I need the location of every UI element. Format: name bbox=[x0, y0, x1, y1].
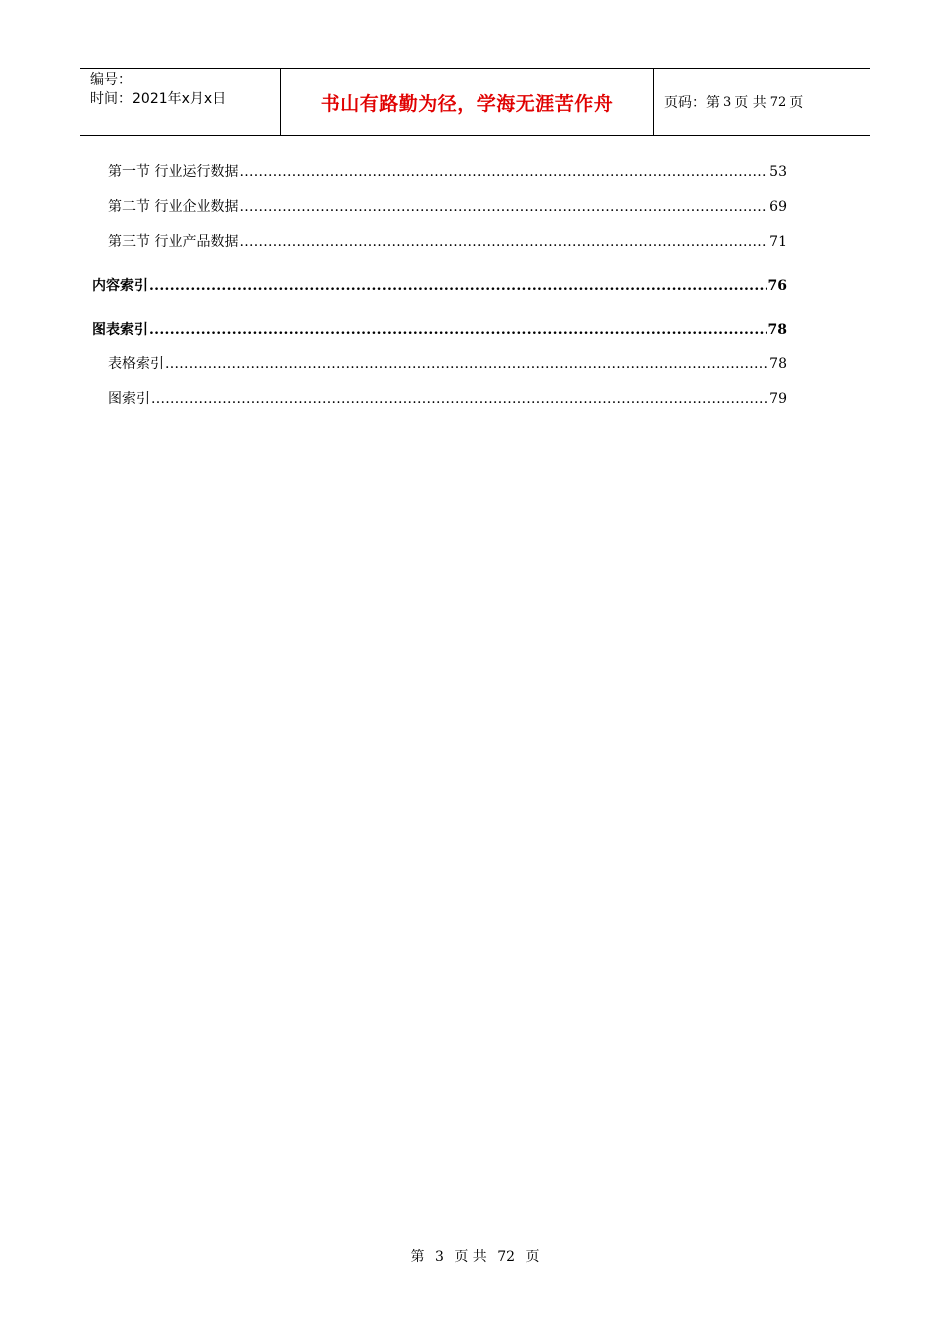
document-number-label: 编号： bbox=[90, 72, 132, 88]
toc-entry-title: 第三节 行业产品数据 bbox=[108, 234, 239, 250]
toc-entry-title: 图表索引 bbox=[92, 322, 148, 338]
footer-page-total: 72 bbox=[497, 1249, 516, 1265]
header-page-total: 72 bbox=[769, 94, 787, 110]
header-meta-cell bbox=[80, 69, 281, 135]
toc-entry[interactable] bbox=[108, 385, 787, 409]
toc-entry-title: 第二节 行业企业数据 bbox=[108, 199, 239, 215]
toc-entry-page: 78 bbox=[769, 356, 787, 372]
toc-dot-leader bbox=[149, 276, 767, 296]
footer-page-current: 3 bbox=[434, 1249, 444, 1265]
header-motto: 书山有路勤为径，学海无涯苦作舟 bbox=[320, 92, 614, 115]
toc-entry[interactable] bbox=[108, 350, 787, 374]
header-page-mid: 页 共 bbox=[734, 95, 767, 111]
document-date-label: 时间：2021年x月x日 bbox=[90, 91, 227, 107]
toc-dot-leader bbox=[151, 389, 768, 409]
toc-dot-leader bbox=[149, 320, 767, 340]
header-page-current: 3 bbox=[723, 94, 732, 110]
header-page-label: 页码：第 bbox=[664, 95, 720, 111]
toc-entry-page: 76 bbox=[767, 278, 787, 294]
footer-prefix: 第 bbox=[410, 1249, 425, 1265]
header-page-end: 页 bbox=[789, 95, 804, 111]
toc-entry-page: 53 bbox=[769, 164, 787, 180]
toc-entry-title: 图索引 bbox=[108, 391, 150, 407]
page-footer bbox=[0, 1246, 950, 1266]
toc-entry-title: 表格索引 bbox=[108, 356, 164, 372]
toc-entry[interactable] bbox=[108, 193, 787, 217]
toc-entry-page: 78 bbox=[767, 322, 787, 338]
toc-entry[interactable] bbox=[108, 158, 787, 182]
toc-entry[interactable] bbox=[92, 272, 787, 296]
toc-dot-leader bbox=[165, 354, 768, 374]
toc-dot-leader bbox=[239, 232, 768, 252]
footer-mid: 页 共 bbox=[454, 1249, 487, 1265]
toc-entry[interactable] bbox=[92, 316, 787, 340]
toc-entry-title: 内容索引 bbox=[92, 278, 148, 294]
toc-entry-page: 79 bbox=[769, 391, 787, 407]
toc-dot-leader bbox=[239, 197, 768, 217]
toc-entry[interactable] bbox=[108, 228, 787, 252]
toc-entry-title: 第一节 行业运行数据 bbox=[108, 164, 239, 180]
page-header bbox=[80, 68, 870, 136]
toc-entry-page: 69 bbox=[769, 199, 787, 215]
toc-dot-leader bbox=[239, 162, 768, 182]
footer-suffix: 页 bbox=[525, 1249, 540, 1265]
header-motto-cell bbox=[281, 69, 654, 135]
toc-entry-page: 71 bbox=[769, 234, 787, 250]
header-page-cell bbox=[654, 69, 870, 135]
